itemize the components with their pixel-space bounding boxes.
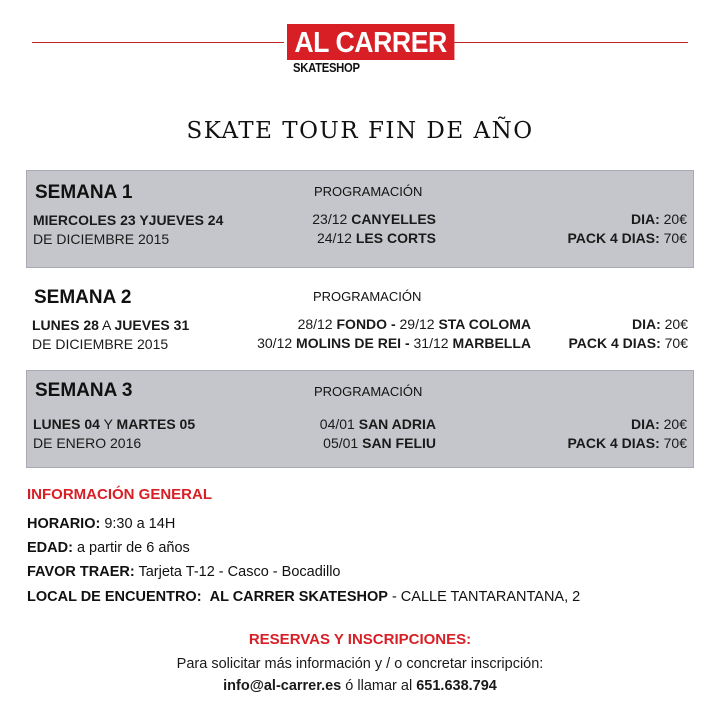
price-day-label: DIA:	[631, 316, 661, 332]
schedule-place: MOLINS DE REI	[296, 335, 402, 351]
week-dates	[32, 316, 189, 354]
local-address: - CALLE TANTARANTANA, 2	[391, 589, 581, 605]
schedule-place: FONDO	[336, 316, 388, 332]
info-edad	[27, 540, 190, 556]
date-line-2: DE DICIEMBRE 2015	[33, 231, 170, 247]
price-pack-label: PACK 4 DIAS:	[567, 230, 660, 246]
programacion-label: PROGRAMACIÓN	[314, 384, 423, 399]
logo	[287, 24, 469, 75]
email-link[interactable]: info@al-carrer.es	[223, 678, 342, 694]
schedule-place: CANYELLES	[351, 211, 436, 227]
week-title: SEMANA 2	[34, 287, 132, 308]
price-pack: 70€	[664, 335, 688, 351]
schedule-place: SAN ADRIA	[358, 416, 436, 432]
schedule-line-2	[320, 434, 436, 453]
schedule-place: LES CORTS	[355, 230, 436, 246]
date-line-1: MIERCOLES 23 YJUEVES 24	[33, 212, 224, 228]
date-start: LUNES 04	[33, 416, 100, 432]
header-rule-left	[32, 42, 284, 43]
logo-sub: SKATESHOP	[293, 61, 360, 75]
week-title: SEMANA 3	[35, 380, 133, 401]
schedule	[320, 415, 436, 453]
prices	[567, 415, 687, 453]
phone-number[interactable]: 651.638.794	[416, 678, 497, 694]
date-line-2: DE ENERO 2016	[33, 435, 142, 451]
info-heading: INFORMACIÓN GENERAL	[27, 486, 212, 503]
page-title: SKATE TOUR FIN DE AÑO	[186, 118, 534, 144]
week-3-panel	[26, 370, 694, 468]
schedule-line-1	[320, 415, 436, 434]
local-name: AL CARRER SKATESHOP	[209, 589, 388, 605]
week-title: SEMANA 1	[35, 182, 133, 203]
date-end: MARTES 05	[116, 416, 196, 432]
info-horario	[27, 516, 175, 532]
week-2-panel	[26, 276, 694, 368]
schedule-date: 30/12	[257, 335, 293, 351]
price-day: 20€	[663, 211, 687, 227]
week-1-panel	[26, 170, 694, 268]
schedule-date: 05/01	[323, 435, 359, 451]
header-rule-right	[440, 42, 688, 43]
date-connector: A	[102, 317, 111, 333]
schedule-date: 29/12	[399, 316, 435, 332]
week-dates	[33, 415, 195, 453]
programacion-label: PROGRAMACIÓN	[313, 289, 422, 304]
edad-label: EDAD:	[27, 540, 73, 556]
local-label: LOCAL DE ENCUENTRO:	[27, 589, 202, 605]
logo-main: AL CARRER	[287, 24, 454, 60]
date-end: JUEVES 31	[114, 317, 190, 333]
price-pack: 70€	[663, 230, 687, 246]
price-day-label: DIA:	[630, 211, 660, 227]
schedule-place: SAN FELIU	[362, 435, 436, 451]
schedule-date: 04/01	[319, 416, 355, 432]
date-connector: Y	[103, 416, 113, 432]
schedule-line-2: 30/12 MOLINS DE REI - 31/12 MARBELLA	[257, 335, 531, 351]
price-pack-label: PACK 4 DIAS:	[567, 435, 660, 451]
price-day: 20€	[664, 316, 688, 332]
schedule-date: 28/12	[297, 316, 333, 332]
prices	[568, 315, 688, 353]
schedule-date: 24/12	[316, 230, 352, 246]
horario-label: HORARIO:	[27, 516, 101, 532]
price-day: 20€	[663, 416, 687, 432]
traer-label: FAVOR TRAER:	[27, 564, 135, 580]
traer-value: Tarjeta T-12 - Casco - Bocadillo	[138, 564, 341, 580]
edad-value: a partir de 6 años	[76, 540, 190, 556]
programacion-label: PROGRAMACIÓN	[314, 184, 423, 199]
schedule-place: MARBELLA	[452, 335, 531, 351]
prices	[567, 210, 687, 248]
week-dates	[33, 211, 223, 249]
price-pack-label: PACK 4 DIAS:	[568, 335, 661, 351]
schedule-line-1	[312, 210, 436, 229]
schedule-line-2	[312, 229, 436, 248]
schedule	[312, 210, 436, 248]
schedule-line-1: 28/12 FONDO - 29/12 STA COLOMA	[297, 316, 531, 332]
reservas-heading: RESERVAS Y INSCRIPCIONES:	[248, 631, 472, 648]
date-line-2: DE DICIEMBRE 2015	[32, 336, 169, 352]
schedule	[257, 315, 531, 353]
or-text: ó llamar al	[345, 678, 413, 694]
schedule-place: STA COLOMA	[438, 316, 531, 332]
info-traer	[27, 564, 341, 580]
contact-line	[0, 678, 720, 694]
reservas-line: Para solicitar más información y / o concretar inscripción:	[176, 656, 544, 672]
info-local	[27, 589, 580, 605]
date-start: LUNES 28	[32, 317, 99, 333]
horario-value: 9:30 a 14H	[104, 516, 176, 532]
price-pack: 70€	[663, 435, 687, 451]
schedule-date: 23/12	[312, 211, 348, 227]
schedule-date: 31/12	[413, 335, 449, 351]
price-day-label: DIA:	[630, 416, 660, 432]
